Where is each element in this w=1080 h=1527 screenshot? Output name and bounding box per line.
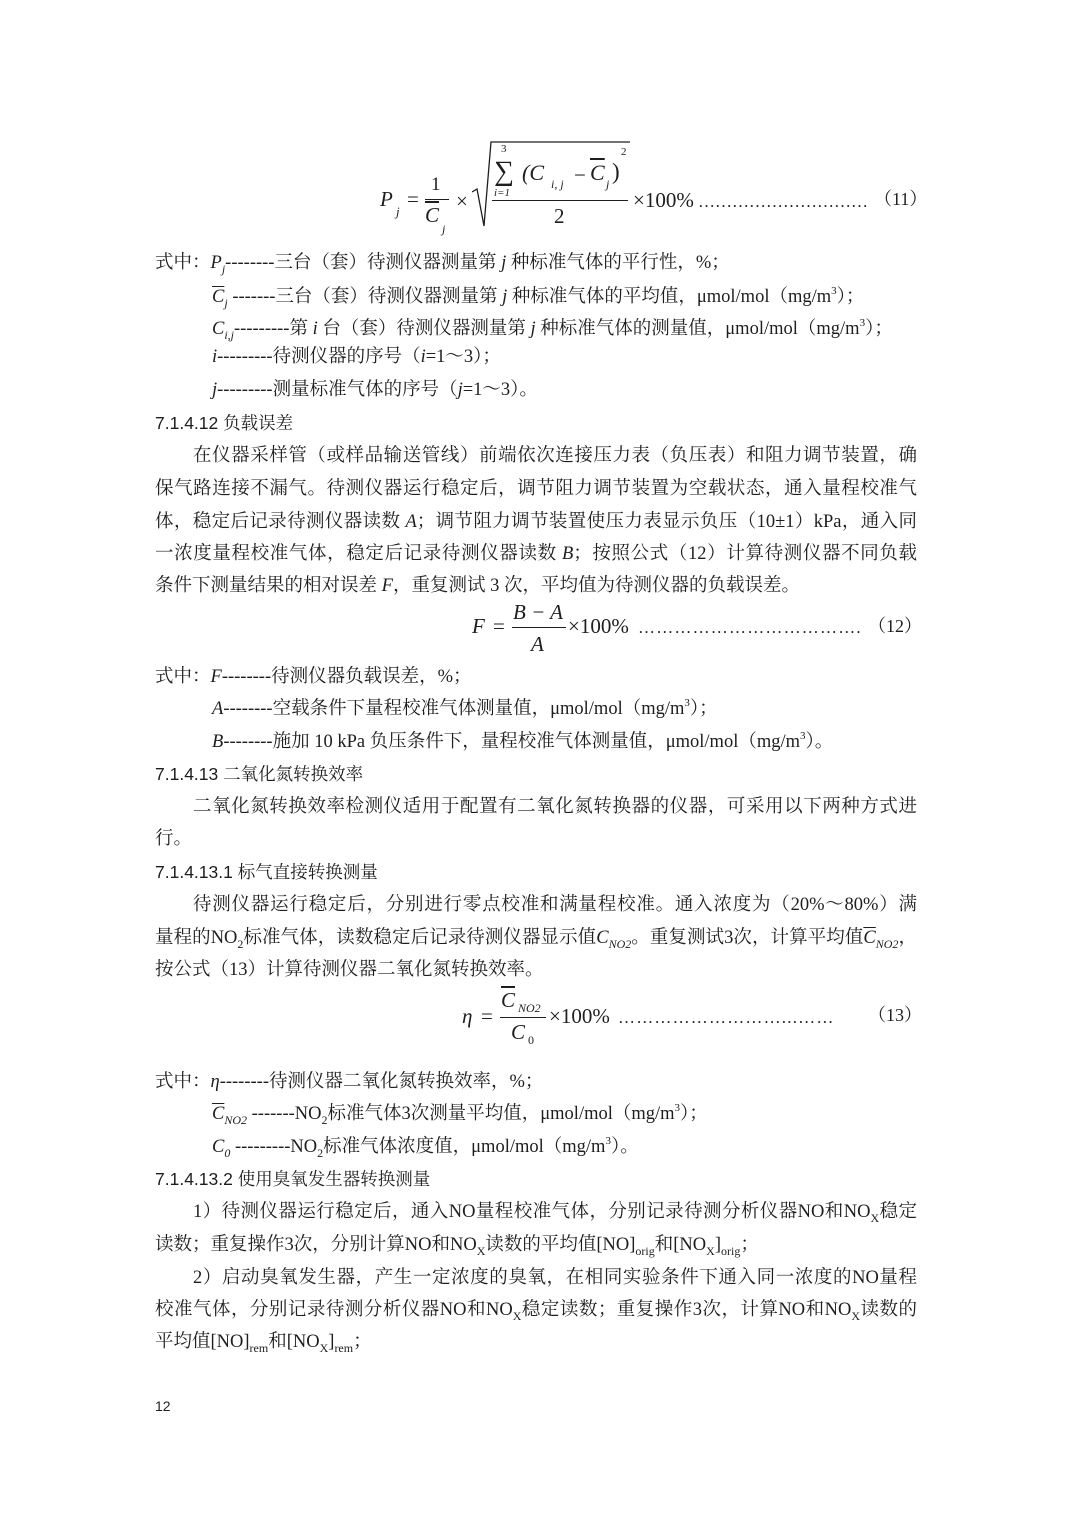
text-segment: 0: [224, 1146, 231, 1160]
text-segment: 式中：: [155, 253, 211, 273]
text-line: [193, 893, 917, 917]
text-segment: ，: [898, 928, 917, 948]
text-segment: ]: [714, 1235, 721, 1255]
text-segment: X: [851, 1309, 861, 1322]
formula-numerator: $\overline{C}$: [501, 988, 516, 1012]
text-segment: i,j: [224, 328, 235, 342]
text-segment: 体，稳定后记录待测仪器读数: [155, 512, 406, 532]
formula-minus: −: [574, 163, 586, 187]
text-segment: F: [210, 667, 222, 687]
text-segment: rem: [334, 1341, 354, 1355]
text-segment: --------待测仪器负载误差，%；: [221, 667, 472, 687]
text-segment: =1～3）；: [425, 347, 501, 367]
text-segment: 读数；重复操作3次，分别计算NO和NO: [155, 1235, 477, 1255]
text-segment: 读数的: [860, 1300, 917, 1320]
formula-numerator: B − A: [513, 600, 563, 624]
text-line: [155, 251, 730, 275]
text-segment: rem: [249, 1341, 269, 1355]
text-line: [193, 1266, 917, 1290]
text-segment: 3: [800, 730, 806, 742]
formula-denominator: C: [511, 1020, 526, 1044]
text-segment: NO2: [608, 937, 632, 950]
text-segment: 2: [317, 1146, 324, 1160]
text-segment: 读数的平均值[NO]: [485, 1235, 636, 1255]
text-line: [212, 1135, 639, 1159]
text-line: [212, 317, 893, 341]
section-heading: [155, 1167, 430, 1191]
text-segment: 7.1.4.12 负载误差: [155, 413, 294, 433]
formula-term: (C: [522, 160, 544, 185]
text-segment: X: [319, 1341, 329, 1355]
text-segment: ---------待测仪器的序号（: [217, 347, 421, 367]
formula-number: （11）: [874, 189, 928, 209]
text-segment: 一浓度量程校准气体，稳定后记录待测仪器读数: [155, 544, 562, 564]
text-line: [155, 1298, 917, 1322]
text-segment: X: [476, 1244, 486, 1258]
sum-symbol: ∑: [494, 156, 514, 187]
text-line: [155, 1330, 372, 1354]
formula-leader-dots: …………………………: [698, 192, 868, 211]
text-segment: 平均值[NO]: [155, 1332, 250, 1352]
text-segment: 行。: [155, 829, 193, 849]
text-segment: ）；: [680, 1104, 708, 1124]
text-segment: --------三台（套）待测仪器测量第: [225, 253, 502, 273]
text-segment: 保气路连接不漏气。待测仪器运行稳定后，调节阻力调节装置为空载状态，通入量程校准气: [155, 479, 917, 499]
text-segment: 2: [321, 1113, 328, 1127]
text-segment: X: [870, 1211, 880, 1224]
text-line: [212, 1102, 708, 1126]
formula-times: ×: [456, 189, 468, 213]
text-segment: ）；: [689, 699, 718, 719]
formula-term: $\overline{C}$: [590, 160, 605, 185]
text-segment: 7.1.4.13.2 使用臭氧发生器转换测量: [155, 1169, 431, 1189]
text-segment: A: [405, 512, 417, 532]
text-segment: 和[NO: [654, 1235, 707, 1255]
text-segment: 台（套）待测仪器测量第: [317, 319, 531, 339]
formula-subscript: 0: [528, 1033, 534, 1047]
text-line: [212, 378, 538, 402]
text-segment: 在仪器采样管（或样品输送管线）前端依次连接压力表（负压表）和阻力调节装置，确: [193, 446, 917, 466]
text-segment: 式中：: [155, 667, 211, 687]
text-segment: 标准气体3次测量平均值，μmol/mol（mg/m: [327, 1104, 675, 1124]
text-line: [155, 510, 917, 534]
text-segment: 种标准气体的平行性，%；: [506, 253, 730, 273]
text-segment: 3: [684, 697, 690, 709]
text-segment: $\overline{C}$: [212, 287, 225, 307]
text-segment: C: [212, 319, 225, 339]
text-line: [193, 444, 917, 468]
text-segment: 标准气体浓度值，μmol/mol（mg/m: [323, 1137, 606, 1157]
formula-percent: ×100%: [633, 188, 694, 212]
formula-leader-dots: ………………………...……: [618, 1008, 835, 1027]
section-heading: [155, 411, 293, 435]
text-line: [212, 697, 718, 721]
text-segment: 2）启动臭氧发生器，产生一定浓度的臭氧，在相同实验条件下通入同一浓度的NO量程: [193, 1268, 917, 1288]
text-segment: j: [224, 296, 228, 310]
text-segment: orig: [721, 1244, 741, 1258]
text-segment: 校准气体，分别记录待测分析仪器NO和NO: [155, 1300, 513, 1320]
text-segment: 待测仪器运行稳定后，分别进行零点校准和满量程校准。通入浓度为（20%～80%）满: [193, 895, 917, 915]
text-line: [155, 477, 917, 501]
text-segment: ，重复测试 3 次，平均值为待测仪器的负载误差。: [392, 576, 800, 596]
formula-equals: =: [493, 614, 505, 638]
text-segment: j: [457, 380, 463, 400]
formula-symbol: F: [472, 614, 485, 638]
text-line: [155, 1233, 759, 1257]
text-segment: i: [212, 347, 218, 367]
text-segment: η: [210, 1072, 220, 1092]
text-segment: 按公式（13）计算待测仪器二氧化氮转换效率。: [155, 960, 544, 980]
text-segment: $\overline{C}$: [212, 1104, 225, 1124]
formula-number: （13）: [868, 1005, 922, 1025]
formula-number: （12）: [868, 616, 922, 636]
text-segment: ）；: [865, 319, 893, 339]
text-segment: --------空载条件下量程校准气体测量值，μmol/mol（mg/m: [223, 699, 685, 719]
text-line: [212, 345, 501, 369]
text-segment: C: [596, 928, 609, 948]
text-segment: 。重复测试3次，计算平均值: [631, 928, 864, 948]
text-segment: ）。: [805, 732, 834, 752]
text-line: [155, 542, 917, 566]
formula-subscript: j: [396, 204, 400, 219]
text-segment: 1）待测仪器运行稳定后，通入NO量程校准气体，分别记录待测分析仪器NO和NO: [193, 1202, 871, 1222]
formula-subscript: j: [442, 222, 446, 236]
text-segment: ---------第: [234, 319, 313, 339]
text-segment: NO2: [875, 937, 899, 950]
text-segment: 二氧化氮转换效率检测仪适用于配置有二氧化氮转换器的仪器，可采用以下两种方式进: [193, 797, 917, 817]
text-segment: ；按照公式（12）计算待测仪器不同负载: [573, 544, 917, 564]
text-segment: i: [420, 347, 426, 367]
text-segment: 种标准气体的测量值，μmol/mol（mg/m: [535, 319, 860, 339]
text-line: [193, 1200, 917, 1224]
text-segment: X: [512, 1309, 522, 1322]
formula-paren: ): [612, 159, 620, 184]
formula-denominator: 2: [554, 204, 565, 228]
formula-equals: =: [407, 187, 419, 211]
formula-percent: ×100%: [568, 614, 629, 638]
text-line: [155, 926, 917, 950]
text-segment: B: [561, 544, 574, 564]
formula-denominator: $\overline{C}$: [425, 203, 440, 227]
text-line: [155, 827, 192, 851]
text-segment: ）；: [836, 287, 865, 307]
text-line: [212, 730, 833, 754]
text-line: [155, 1070, 543, 1094]
text-line: [212, 285, 864, 309]
text-segment: 种标准气体的平均值，μmol/mol（mg/m: [507, 287, 832, 307]
formula-denominator: A: [531, 632, 544, 656]
text-segment: j: [502, 287, 508, 307]
text-segment: 2: [237, 937, 244, 950]
text-segment: X: [706, 1244, 715, 1258]
section-heading: [155, 860, 378, 884]
formula-percent: ×100%: [549, 1004, 610, 1028]
sum-upper: 3: [501, 143, 507, 155]
text-line: [155, 574, 800, 598]
text-segment: 条件下测量结果的相对误差: [155, 576, 382, 596]
text-segment: 稳定: [879, 1202, 917, 1222]
text-segment: j: [501, 253, 507, 273]
text-segment: 7.1.4.13.1 标气直接转换测量: [155, 862, 378, 882]
text-segment: -------NO: [247, 1104, 322, 1124]
text-segment: 标准气体，读数稳定后记录待测仪器显示值: [243, 928, 597, 948]
text-segment: F: [381, 576, 393, 596]
text-line: [193, 795, 917, 819]
text-segment: 3: [605, 1135, 611, 1147]
text-segment: B: [212, 732, 224, 752]
text-segment: 量程的NO: [155, 928, 238, 948]
text-segment: ]: [328, 1332, 335, 1352]
text-segment: ；调节阻力调节装置使压力表显示负压（10±1）kPa，通入同: [416, 512, 917, 532]
text-segment: ；: [353, 1332, 372, 1352]
text-segment: j: [221, 262, 226, 276]
formula-numerator: 1: [431, 174, 441, 195]
text-segment: ---------测量标准气体的序号（: [217, 380, 458, 400]
text-segment: 3: [674, 1102, 681, 1114]
text-segment: -------三台（套）待测仪器测量第: [227, 287, 503, 307]
text-segment: ；: [740, 1235, 759, 1255]
text-segment: $\overline{C}$: [863, 928, 876, 948]
text-segment: ---------NO: [230, 1137, 318, 1157]
text-segment: A: [212, 699, 224, 719]
formula-leader-dots: ……………………………….: [638, 618, 862, 637]
sum-lower: i=1: [494, 187, 510, 199]
text-segment: --------施加 10 kPa 负压条件下，量程校准气体测量值，μmol/mol（mg/m: [223, 732, 801, 752]
section-heading: [155, 762, 363, 786]
formula-symbol: η: [462, 1004, 473, 1028]
text-segment: NO2: [224, 1113, 248, 1127]
page-number: 12: [155, 1398, 171, 1414]
text-segment: orig: [635, 1244, 655, 1258]
text-line: [155, 665, 472, 689]
text-segment: --------待测仪器二氧化氮转换效率，%；: [219, 1072, 544, 1092]
text-line: [155, 958, 544, 982]
text-segment: =1～3）。: [462, 380, 538, 400]
formula-symbol: P: [380, 187, 393, 211]
text-segment: 和[NO: [268, 1332, 320, 1352]
text-segment: 7.1.4.13 二氧化氮转换效率: [155, 764, 364, 784]
text-segment: j: [212, 380, 218, 400]
text-segment: i: [312, 319, 318, 339]
text-segment: ）。: [610, 1137, 639, 1157]
formula-subscript: i, j: [551, 177, 564, 191]
text-segment: 式中：: [155, 1072, 211, 1092]
formula-power: 2: [621, 146, 627, 158]
text-segment: 3: [859, 317, 866, 329]
formula-subscript: j: [606, 177, 610, 191]
text-segment: 稳定读数；重复操作3次，计算NO和NO: [521, 1300, 852, 1320]
text-segment: C: [212, 1137, 225, 1157]
formula-subscript: NO2: [518, 1001, 541, 1015]
formula-equals: =: [481, 1004, 493, 1028]
text-segment: 3: [831, 285, 837, 297]
text-segment: j: [530, 319, 536, 339]
text-segment: P: [210, 253, 222, 273]
